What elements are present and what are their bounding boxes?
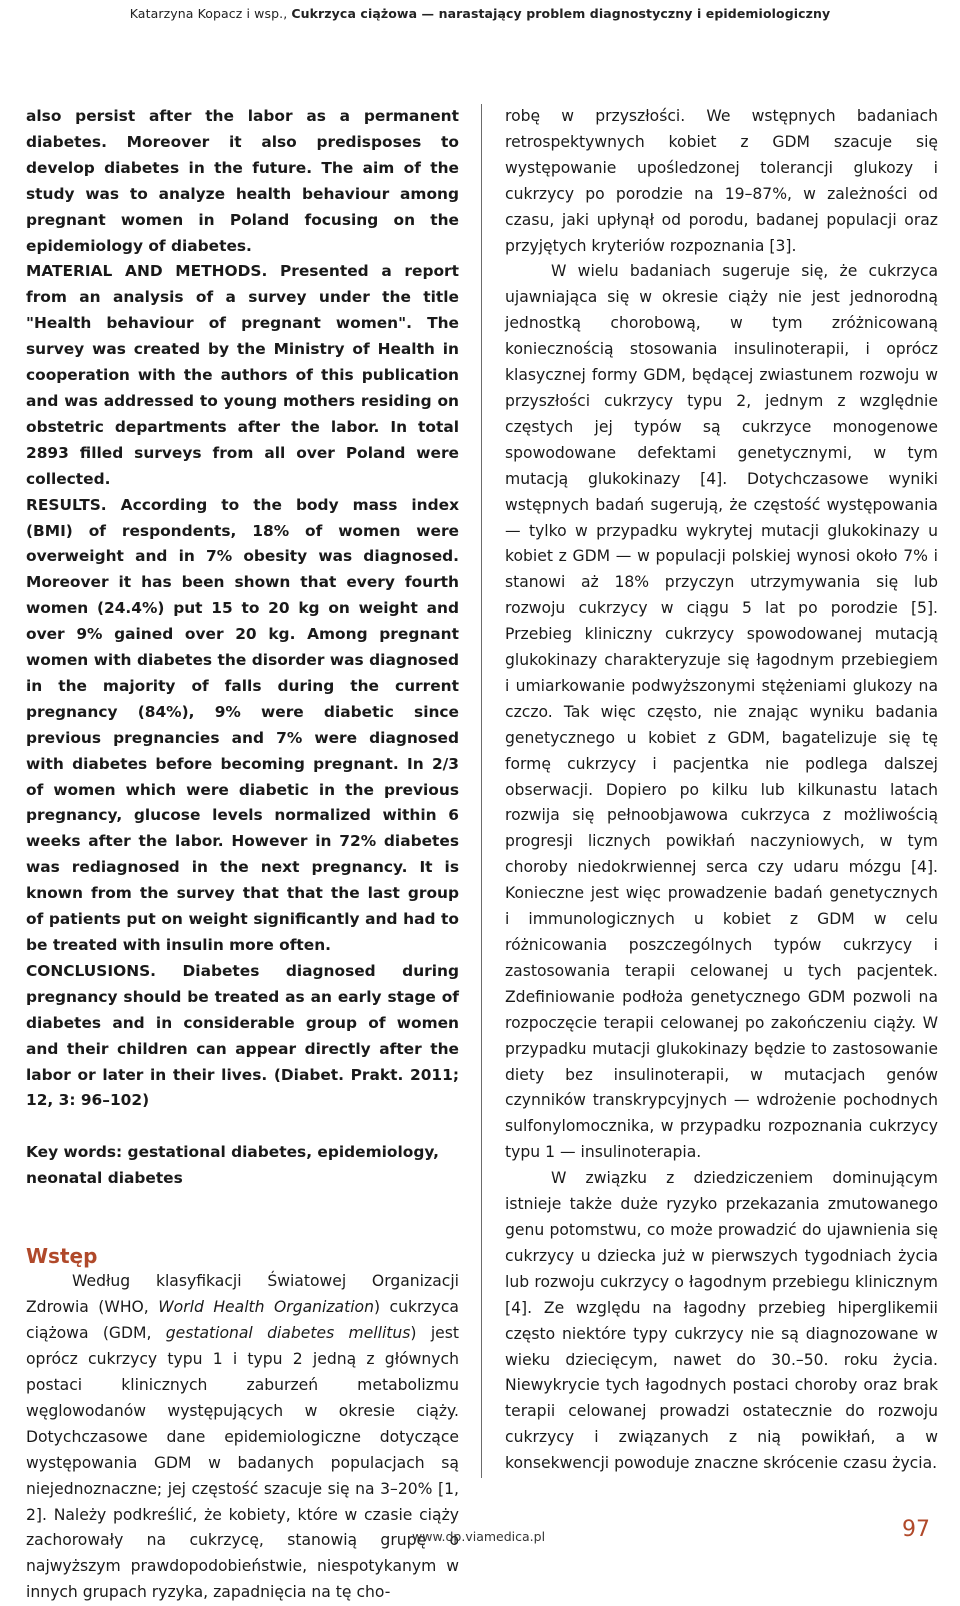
column-divider xyxy=(481,104,482,1478)
page-number: 97 xyxy=(902,1517,930,1542)
running-header xyxy=(0,6,960,21)
header-article-title: Cukrzyca ciążowa — narastający problem diagnostyczny i epidemiologiczny xyxy=(291,6,831,21)
results-text: According to the body mass index (BMI) of respondents, 18% of women were overweight and in 7% obesity was diagnosed. Moreover it has been shown that every fourth women (24.4%) put 15 to 20 kg on weight and over 9% gained over 20 kg. Among pregnant women with diabetes the disorder was diagnosed in the majority of falls during the current pregnancy (84%), 9% were diabetic since previous pregnancies and 7% were diagnosed with diabetes before becoming pregnant. In 2/3 of women which were diabetic in the previous pregnancy, glucose levels normalized within 6 weeks after the labor. However in 72% diabetes was rediagnosed in the next pregnancy. It is known from the survey that that the last group of patients put on weight significantly and had to be treated with insulin more often. xyxy=(26,495,459,954)
paragraph-continued: robę w przyszłości. We wstępnych badaniach retrospektywnych kobiet z GDM szacuje się występowanie upośledzonej tolerancji glukozy i cukrzycy po porodzie na 19–87%, w zależności od czasu, jaki upłynął od porodu, badanej populacji oraz przyjętych kryteriów rozpoznania [3]. xyxy=(505,107,938,255)
conclusions-text: Diabetes diagnosed during pregnancy should be treated as an early stage of diabetes and in considerable group of women and their children can appear directly after the labor or later in their lives. (Diabet. Prakt. 2011; 12, 3: 96–102) xyxy=(26,961,459,1110)
abstract-text xyxy=(26,104,459,1114)
intro-text-a: Według klasyfikacji Światowej Organizacji Zdrowia (WHO, xyxy=(26,1272,459,1317)
abstract xyxy=(26,104,459,1114)
intro-gdm-term: gestational diabetes mellitus xyxy=(165,1324,411,1343)
intro-text-c: ) jest oprócz cukrzycy typu 1 i typu 2 jedną z głównych postaci klinicznych zaburzeń metabolizmu węglowodanów występujących w okresie ciąży. Dotychczasowe dane epidemiologiczne dotyczące występowania GDM w badanych populacjach są niejednoznaczne; jej częstość szacuje się na 3–20% [1, 2]. Należy podkreślić, że kobiety, które w czasie ciąży zachorowały na cukrzycę, stanowią grupę o najwyższym prawdopodobieństwie, niespotykanym w innych grupach ryzyka, zapadnięcia na tę cho- xyxy=(26,1324,459,1602)
footer-url[interactable]: www.dp.viamedica.pl xyxy=(412,1529,546,1544)
results-label: RESULTS. xyxy=(26,495,107,514)
intro-who-term: World Health Organization xyxy=(158,1298,374,1317)
right-column xyxy=(505,104,938,1477)
header-authors: Katarzyna Kopacz i wsp., xyxy=(129,6,288,21)
paragraph-monogenic: W wielu badaniach sugeruje się, że cukrzyca ujawniająca się w okresie ciąży nie jest jednorodną jednostką chorobową, w tym zróżnicowaną koniecznością stosowania insulinoterapii, i oprócz klasycznej formy GDM, będącej zwiastunem rozwoju w przyszłości cukrzycy typu 2, jednym z względnie częstych jej typów są cukrzyce monogenowe spowodowane defektami genetycznymi, w tym mutacją glukokinazy [4]. Dotychczasowe wyniki wstępnych badań sugerują, że częstość występowania — tylko w przypadku wykrytej mutacji glukokinazy u kobiet z GDM — w populacji polskiej wynosi około 7% i stanowi aż 18% przyczyn utrzymywania się lub rozwoju cukrzycy w ciągu 5 lat po porodzie [5]. Przebieg kliniczny cukrzycy spowodowanej mutacją glukokinazy charakteryzuje się łagodnym przebiegiem i umiarkowanie podwyższonymi stężeniami glukozy na czczo. Tak więc często, nie znając wyniku badania genetycznego u kobiet z GDM, bagatelizuje się tę formę cukrzycy i pacjentka nie podlega dalszej obserwacji. Dopiero po kilku lub kilkunastu latach rozwija się pełnoobjawowa cukrzyca z możliwością progresji licznych powikłań naczyniowych, w tym choroby niedokrwiennej serca czy udaru mózgu [4]. Konieczne jest więc prowadzenie badań genetycznych i immunologicznych u kobiet z GDM w celu różnicowania poszczególnych typów cukrzycy i zastosowania terapii celowanej u tych pacjentek. Zdefiniowanie podłoża genetycznego GDM pozwoli na rozpoczęcie terapii celowanej po zakończeniu ciąży. W przypadku mutacji glukokinazy będzie to zastosowanie diety bez insulinoterapii, w mutacjach genów czynników transkrypcyjnych — wdrożenie pochodnych sulfonylomocznika, w przypadku rozpoznania cukrzycy typu 1 — insulinoterapia. xyxy=(505,262,938,1162)
section-heading: Wstęp xyxy=(26,1244,98,1269)
paragraph-inheritance: W związku z dziedziczeniem dominującym istnieje także duże ryzyko przekazania zmutowanego genu potomstwu, co może prowadzić do ujawnienia się cukrzycy u dziecka już w pierwszych tygodniach życia lub rozwoju cukrzycy o łagodnym przebiegu klinicznym [4]. Ze względu na łagodny przebieg hiperglikemii często niektóre typy cukrzycy nie są diagnozowane w wieku dziecięcym, nawet do 30.–50. roku życia. Niewykrycie tych łagodnych postaci choroby oraz brak terapii celowanej prowadzi ostatecznie do rozwoju cukrzycy i związanych z nią powikłań, a w konsekwencji powoduje znaczne skrócenie czasu życia. xyxy=(505,1169,938,1473)
left-column xyxy=(26,104,459,1606)
intro-text-b: ) cukrzyca ciążowa (GDM, xyxy=(26,1298,459,1343)
right-body xyxy=(505,104,938,1477)
intro-paragraph xyxy=(26,1269,459,1606)
methods-text: Presented a report from an analysis of a survey under the title "Health behaviour of pregnant women". The survey was created by the Ministry of Health in cooperation with the authors of this publication and was addressed to young mothers residing on obstetric departments after the labor. In total 2893 filled surveys from all over Poland were collected. xyxy=(26,262,460,488)
intro-body xyxy=(26,1269,459,1606)
keywords: Key words: gestational diabetes, epidemiology, neonatal diabetes xyxy=(26,1143,440,1188)
abstract-intro: also persist after the labor as a permanent diabetes. Moreover it also predisposes to develop diabetes in the future. The aim of the study was to analyze health behaviour among pregnant women in Poland focusing on the epidemiology of diabetes. xyxy=(26,107,459,255)
conclusions-label: CONCLUSIONS. xyxy=(26,961,157,980)
methods-label: MATERIAL AND METHODS. xyxy=(26,262,268,281)
